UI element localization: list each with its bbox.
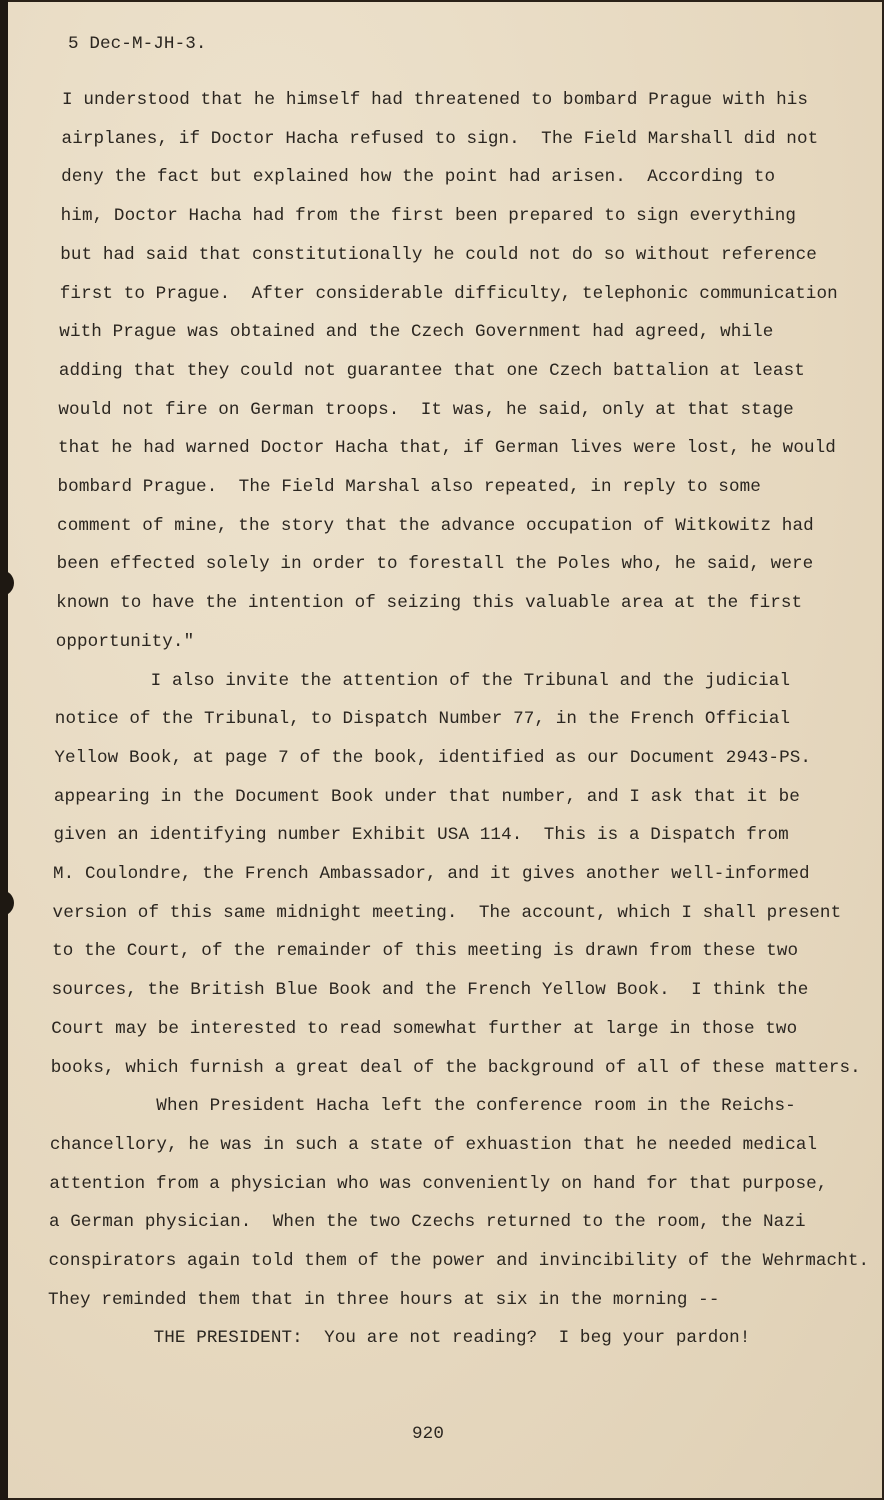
text-line: They reminded them that in three hours at six in the morning --: [48, 1289, 720, 1310]
text-line: known to have the intention of seizing this valuable area at the first: [56, 593, 803, 614]
text-line: I also invite the attention of the Tribunal and the judicial: [150, 670, 791, 691]
text-line: notice of the Tribunal, to Dispatch Number 77, in the French Official: [54, 709, 791, 730]
text-line: THE PRESIDENT: You are not reading? I beg your pardon!: [153, 1328, 751, 1349]
text-line: that he had warned Doctor Hacha that, if German lives were lost, he would: [57, 438, 836, 459]
text-line: version of this same midnight meeting. The account, which I shall present: [52, 902, 842, 923]
text-line: I understood that he himself had threatened to bombard Prague with his: [62, 90, 809, 110]
text-line: given an identifying number Exhibit USA 114. This is a Dispatch from: [53, 825, 789, 846]
text-line: conspirators again told them of the power and invincibility of the Wehrmacht.: [48, 1251, 870, 1271]
text-line: deny the fact but explained how the point had arisen. According to: [61, 167, 776, 188]
text-line: Yellow Book, at page 7 of the book, identified as our Document 2943-PS.: [54, 747, 812, 768]
text-line: him, Doctor Hacha had from the first been prepared to sign everything: [60, 206, 797, 227]
text-line: bombard Prague. The Field Marshal also repeated, in reply to some: [57, 477, 761, 497]
text-line: chancellory, he was in such a state of exhuastion that he needed medical: [49, 1134, 818, 1155]
text-line: appearing in the Document Book under that number, and I ask that it be: [53, 786, 800, 807]
text-line: airplanes, if Doctor Hacha refused to sign. The Field Marshall did not: [61, 128, 819, 149]
text-line: M. Coulondre, the French Ambassador, and it gives another well-informed: [53, 864, 810, 884]
binding-edge: [0, 0, 8, 1500]
text-line: books, which furnish a great deal of the background of all of these matters.: [50, 1057, 861, 1078]
text-line: to the Court, of the remainder of this meeting is drawn from these two: [52, 941, 799, 962]
document-header: 5 Dec-M-JH-3.: [68, 34, 207, 54]
text-line: Court may be interested to read somewhat further at large in those two: [51, 1018, 798, 1039]
text-line: adding that they could not guarantee that one Czech battalion at least: [58, 360, 805, 381]
text-line: would not fire on German troops. It was, he said, only at that stage: [58, 399, 794, 420]
text-line: sources, the British Blue Book and the French Yellow Book. I think the: [51, 980, 809, 1001]
text-line: When President Hacha left the conference room in the Reichs-: [156, 1096, 796, 1117]
text-line: attention from a physician who was conveniently on hand for that purpose,: [49, 1173, 828, 1194]
text-line: been effected solely in order to forestall the Poles who, he said, were: [56, 554, 814, 575]
page-number: 920: [412, 1424, 444, 1444]
text-line: first to Prague. After considerable difficulty, telephonic communication: [59, 283, 838, 304]
text-line: but had said that constitutionally he could not do so without reference: [60, 244, 817, 265]
text-line: comment of mine, the story that the advance occupation of Witkowitz had: [57, 515, 814, 536]
document-page: [6, 2, 882, 1498]
text-line: a German physician. When the two Czechs returned to the room, the Nazi: [48, 1212, 806, 1233]
text-line: with Prague was obtained and the Czech Government had agreed, while: [59, 322, 774, 343]
text-line: opportunity.": [55, 631, 195, 652]
